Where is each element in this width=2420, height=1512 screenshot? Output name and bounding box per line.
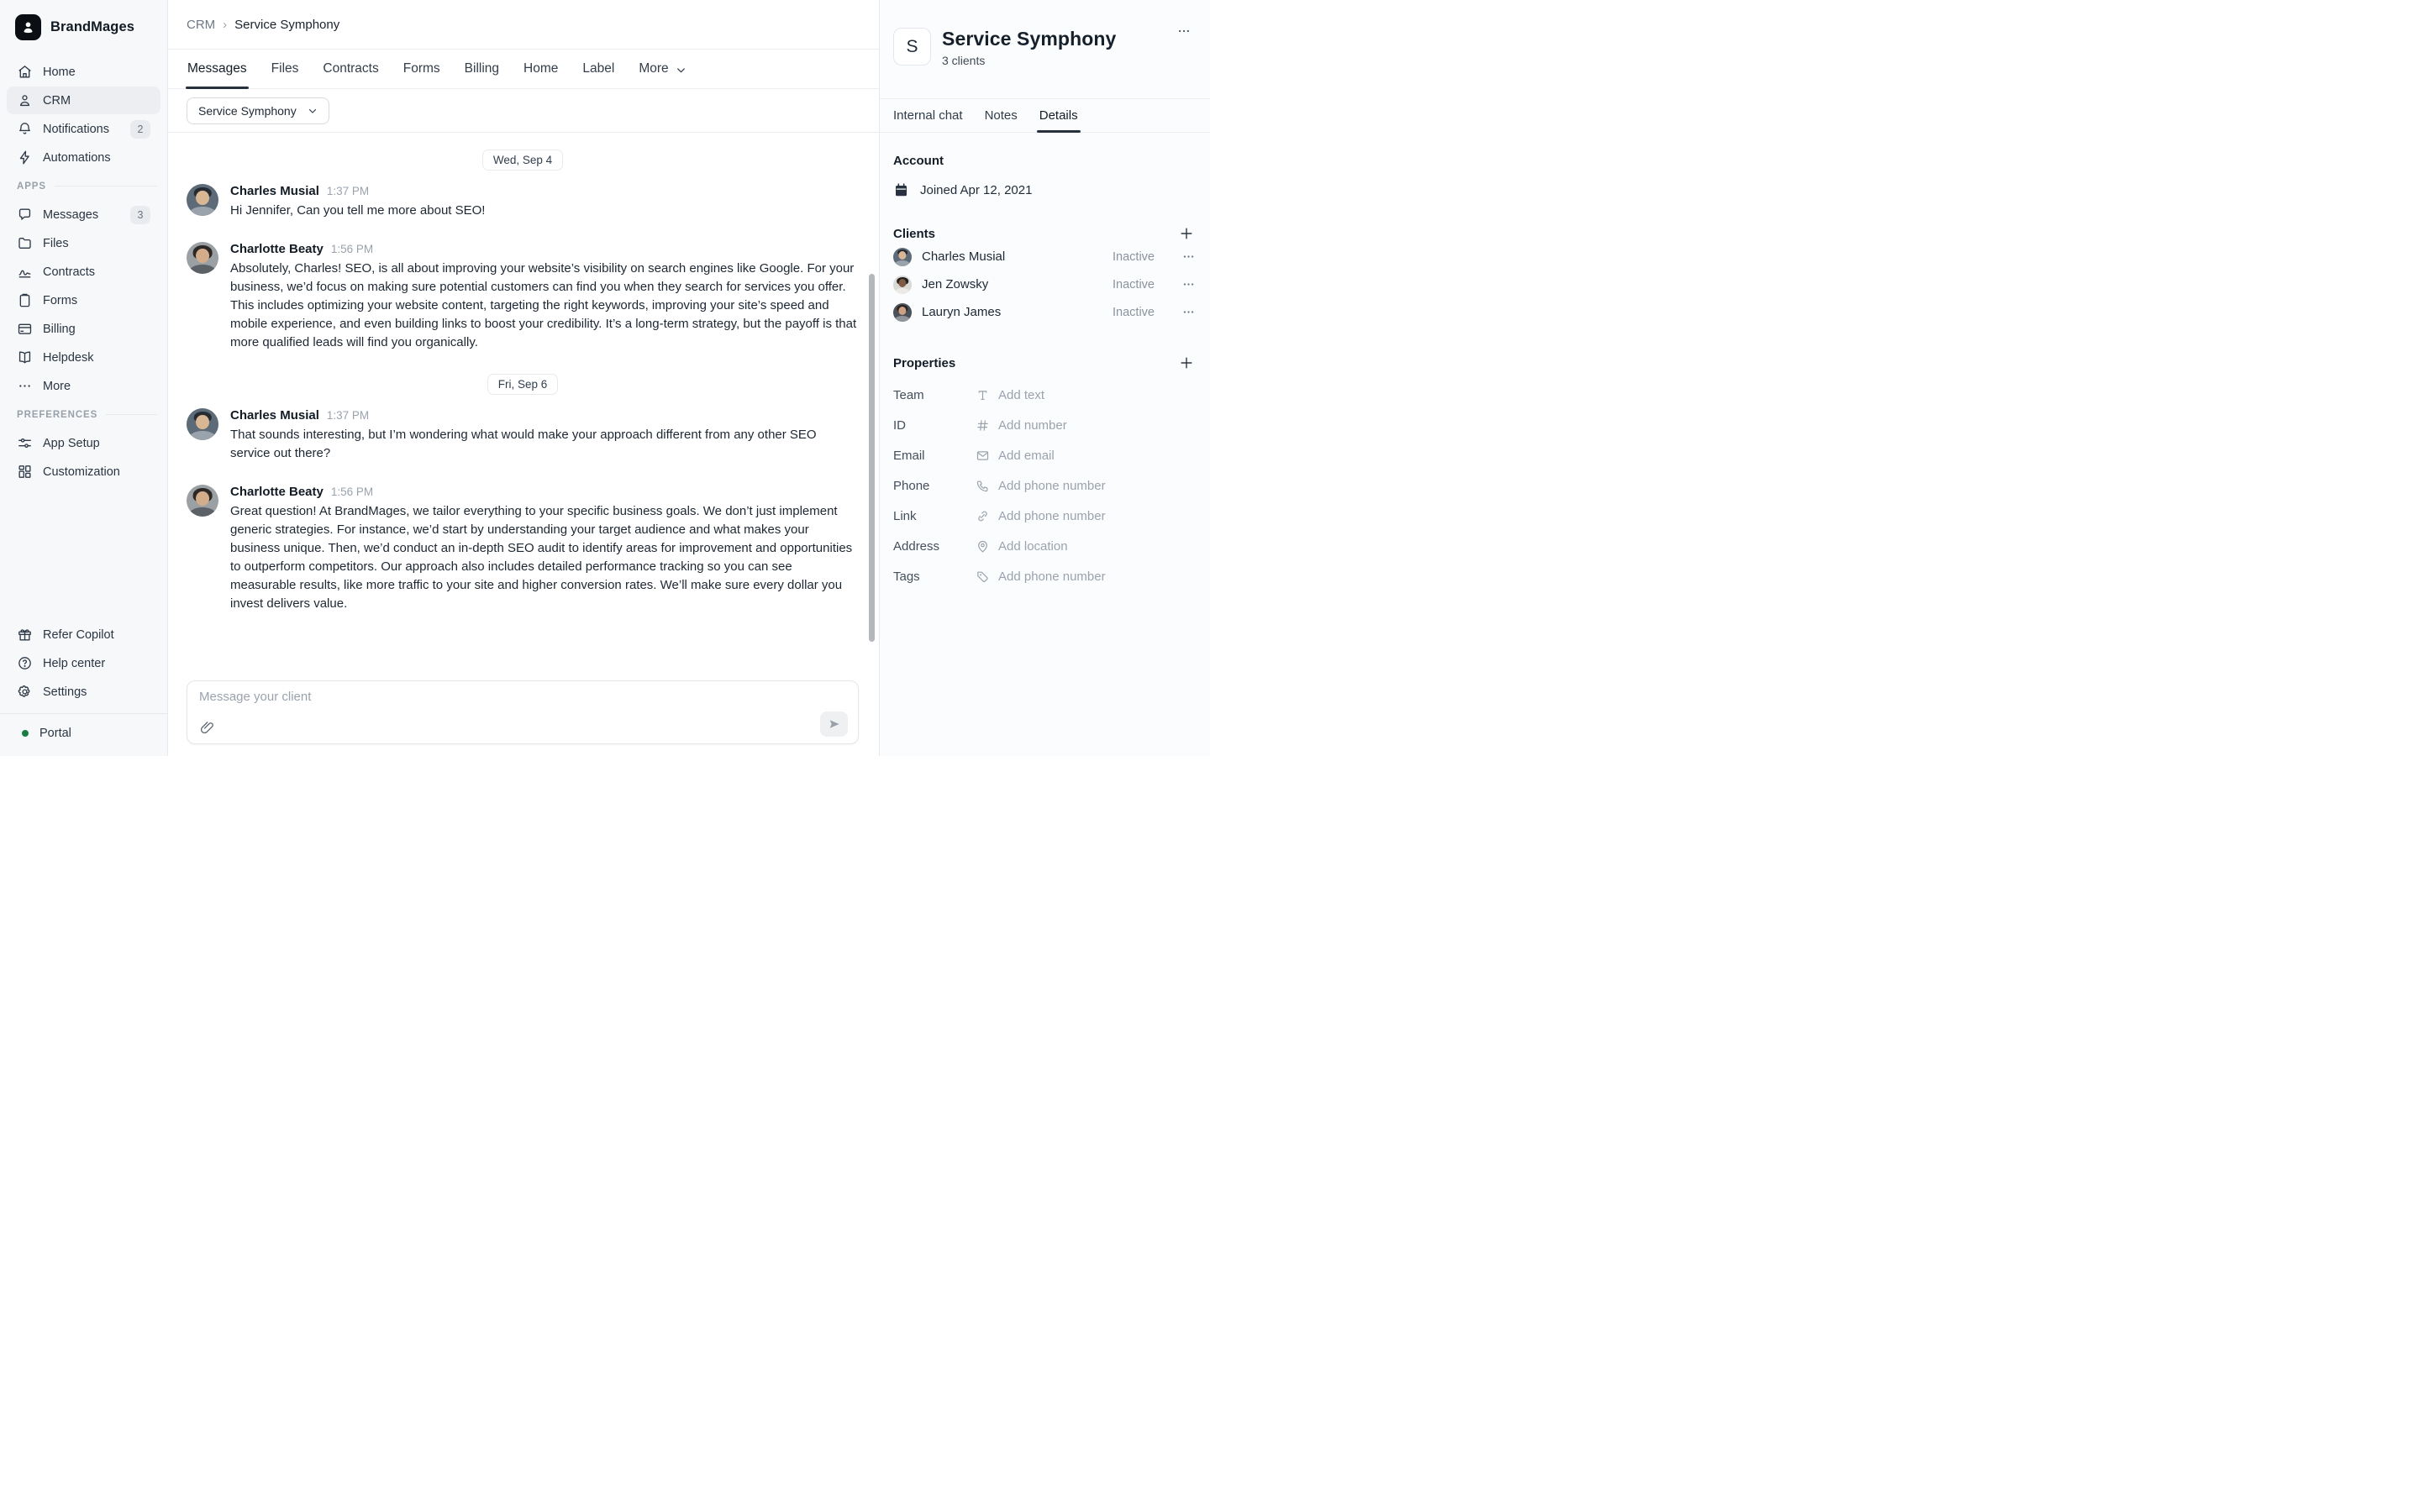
client-status: Inactive xyxy=(1113,249,1155,264)
messages-badge: 3 xyxy=(130,206,150,224)
sidebar-footer xyxy=(0,620,167,706)
bolt-icon xyxy=(17,150,33,165)
account-title: Service Symphony xyxy=(942,28,1117,50)
message-body xyxy=(230,408,859,463)
property-label: Email xyxy=(893,448,925,463)
property-label: Team xyxy=(893,387,924,402)
sidebar-item-helpdesk[interactable] xyxy=(7,344,160,371)
sidebar-item-label: Home xyxy=(43,65,76,79)
sidebar-section-apps xyxy=(17,172,160,200)
message-input[interactable] xyxy=(199,690,848,704)
sidebar-item-messages[interactable] xyxy=(7,201,160,228)
avatar xyxy=(187,485,218,517)
sidebar-item-more[interactable] xyxy=(7,372,160,400)
sidebar-item-settings[interactable] xyxy=(7,678,160,706)
attach-file-button[interactable] xyxy=(199,718,218,737)
message-body xyxy=(230,242,859,352)
ellipsis-icon xyxy=(1176,24,1192,39)
sidebar-item-label: App Setup xyxy=(43,436,100,450)
conversation-filter-dropdown[interactable] xyxy=(187,97,329,124)
avatar xyxy=(187,184,218,216)
tab-details[interactable]: Details xyxy=(1039,99,1078,132)
sidebar-item-home[interactable] xyxy=(7,58,160,86)
joined-date: Joined Apr 12, 2021 xyxy=(920,183,1033,197)
message-text: Great question! At BrandMages, we tailor everything to your specific business goals. We don’t just implement generic strategies. For instance, we’d start by understanding your target audience and what makes your business unique. Then, we’d conduct an in-depth SEO audit to identify areas for improvement and opportunities to outperform competitors. Our approach also includes detailed performance tracking so you can see measurable results, like more traffic to your site and higher conversion rates. We’ll make sure every dollar you invest delivers value. xyxy=(230,504,853,611)
date-separator xyxy=(187,374,859,395)
client-row[interactable] xyxy=(893,298,1197,326)
portal-status-dot xyxy=(22,730,29,737)
sidebar-item-label: Billing xyxy=(43,322,76,336)
chat-bubble-icon xyxy=(17,207,33,223)
filter-selected-value: Service Symphony xyxy=(198,103,297,118)
account-menu-button[interactable] xyxy=(1176,24,1195,39)
joined-date-row xyxy=(893,182,1197,198)
main-tabs xyxy=(168,49,879,89)
hash-icon xyxy=(976,418,990,433)
sidebar-item-billing[interactable] xyxy=(7,315,160,343)
breadcrumb-current: Service Symphony xyxy=(234,17,340,32)
account-section-heading xyxy=(893,154,1197,168)
avatar xyxy=(893,276,912,294)
sidebar-item-label: More xyxy=(43,379,71,393)
tab-forms[interactable]: Forms xyxy=(402,61,440,76)
sidebar-item-label: Customization xyxy=(43,465,120,479)
account-subtitle: 3 clients xyxy=(942,54,986,67)
mail-icon xyxy=(976,449,990,463)
property-label: Tags xyxy=(893,569,920,584)
app-window xyxy=(0,0,1210,756)
tab-internal-chat[interactable]: Internal chat xyxy=(893,108,963,123)
main-content xyxy=(168,0,879,756)
book-icon xyxy=(17,349,33,365)
property-label: Address xyxy=(893,538,940,554)
breadcrumb-separator: › xyxy=(223,17,228,32)
avatar xyxy=(187,242,218,274)
client-name: Jen Zowsky xyxy=(922,277,989,291)
message-body xyxy=(230,485,859,613)
section-title: Account xyxy=(893,154,944,168)
tab-more[interactable] xyxy=(639,50,687,88)
sidebar-section-preferences xyxy=(17,401,160,428)
message-author: Charlotte Beaty xyxy=(230,485,324,499)
sidebar-item-label: Refer Copilot xyxy=(43,627,114,642)
message-author: Charles Musial xyxy=(230,184,319,198)
tab-contracts[interactable]: Contracts xyxy=(323,61,379,76)
client-status: Inactive xyxy=(1113,305,1155,319)
folder-icon xyxy=(17,235,33,251)
sidebar-item-crm[interactable] xyxy=(7,87,160,114)
chat-message xyxy=(187,184,859,220)
ellipsis-icon xyxy=(1181,249,1196,264)
portal-label: Portal xyxy=(39,727,71,740)
property-add-value[interactable]: Add text xyxy=(998,387,1045,402)
sidebar-item-files[interactable] xyxy=(7,229,160,257)
sidebar-item-label: Forms xyxy=(43,293,78,307)
text-type-icon xyxy=(976,388,990,402)
link-icon xyxy=(976,509,990,523)
ellipsis-icon xyxy=(1181,277,1196,291)
breadcrumb xyxy=(168,0,879,49)
details-panel xyxy=(879,0,1210,756)
section-label: APPS xyxy=(17,181,46,192)
client-status: Inactive xyxy=(1113,277,1155,291)
sidebar-item-customization[interactable] xyxy=(7,458,160,486)
tab-home[interactable]: Home xyxy=(523,61,559,76)
client-name: Lauryn James xyxy=(922,305,1002,319)
brand-logo[interactable] xyxy=(0,0,167,42)
chat-thread xyxy=(168,133,879,680)
properties-section-heading xyxy=(893,354,1197,372)
section-title: Clients xyxy=(893,226,936,241)
ellipsis-icon xyxy=(17,378,33,394)
panel-tabs xyxy=(880,99,1210,133)
portal-link[interactable] xyxy=(0,719,167,748)
message-composer xyxy=(187,680,859,744)
section-label: PREFERENCES xyxy=(17,409,98,420)
gear-icon xyxy=(17,684,33,700)
layout-grid-icon xyxy=(17,464,33,480)
message-author: Charlotte Beaty xyxy=(230,242,324,256)
tab-label[interactable]: Label xyxy=(582,61,615,76)
panel-header xyxy=(880,0,1210,99)
property-row-team xyxy=(893,380,1197,410)
date-pill: Fri, Sep 6 xyxy=(487,374,559,395)
map-pin-icon xyxy=(976,539,990,554)
plus-icon xyxy=(1178,225,1195,242)
credit-card-icon xyxy=(17,321,33,337)
notifications-badge: 2 xyxy=(130,120,150,139)
paperclip-icon xyxy=(199,720,215,736)
tab-more-label: More xyxy=(639,61,669,76)
property-add-value[interactable]: Add email xyxy=(998,448,1055,463)
add-property-button[interactable] xyxy=(1178,354,1197,372)
crm-icon xyxy=(17,92,33,108)
sidebar-nav xyxy=(0,57,167,486)
avatar xyxy=(893,248,912,266)
client-menu-button[interactable] xyxy=(1181,305,1197,320)
property-add-value[interactable]: Add phone number xyxy=(998,478,1106,493)
sidebar-item-label: CRM xyxy=(43,93,71,108)
sidebar-item-label: Contracts xyxy=(43,265,96,279)
brand-logo-icon xyxy=(15,14,41,40)
home-icon xyxy=(17,64,33,80)
property-label: Link xyxy=(893,508,917,523)
property-label: Phone xyxy=(893,478,930,493)
chevron-down-icon xyxy=(675,64,687,76)
account-avatar xyxy=(893,28,931,66)
sidebar-item-help-center[interactable] xyxy=(7,649,160,677)
message-body xyxy=(230,184,485,220)
sidebar-item-label: Automations xyxy=(43,150,111,165)
message-time: 1:56 PM xyxy=(330,243,374,255)
avatar xyxy=(893,303,912,322)
avatar xyxy=(187,408,218,440)
sidebar-item-forms[interactable] xyxy=(7,286,160,314)
property-row-tags xyxy=(893,561,1197,591)
sidebar-item-refer-copilot[interactable] xyxy=(7,621,160,648)
message-time: 1:56 PM xyxy=(330,486,374,498)
message-text: Hi Jennifer, Can you tell me more about SEO! xyxy=(230,203,486,218)
property-row-phone xyxy=(893,470,1197,501)
property-row-address xyxy=(893,531,1197,561)
message-author: Charles Musial xyxy=(230,408,319,423)
send-message-button[interactable] xyxy=(820,711,848,737)
message-time: 1:37 PM xyxy=(326,409,370,422)
tab-files[interactable]: Files xyxy=(271,61,299,76)
sidebar-item-label: Notifications xyxy=(43,122,109,136)
chat-message xyxy=(187,408,859,463)
chevron-down-icon xyxy=(307,105,318,117)
sidebar-item-app-setup[interactable] xyxy=(7,429,160,457)
sidebar-item-notifications[interactable] xyxy=(7,115,160,143)
message-text: Absolutely, Charles! SEO, is all about improving your website’s visibility on search engines like Google. For your business, we’d focus on making sure potential customers can find you when they search for services you offer. This includes optimizing your website content, targeting the right keywords, improving your site’s speed and mobile experience, and even building links to boost your credibility. It’s a long-term strategy, but the payoff is that more qualified leads will find you organically. xyxy=(230,261,857,349)
property-label: ID xyxy=(893,417,906,433)
sidebar-item-label: Messages xyxy=(43,207,99,222)
property-row-email xyxy=(893,440,1197,470)
breadcrumb-crm[interactable]: CRM xyxy=(187,17,216,32)
tab-billing[interactable]: Billing xyxy=(464,61,500,76)
ellipsis-icon xyxy=(1181,305,1196,319)
sliders-icon xyxy=(17,435,33,451)
chat-scrollbar[interactable] xyxy=(869,274,875,642)
client-row[interactable] xyxy=(893,243,1197,270)
sidebar-item-contracts[interactable] xyxy=(7,258,160,286)
sidebar-item-automations[interactable] xyxy=(7,144,160,171)
property-add-value[interactable]: Add number xyxy=(998,417,1067,433)
account-avatar-letter: S xyxy=(906,36,918,56)
property-add-value[interactable]: Add location xyxy=(998,538,1068,554)
add-client-button[interactable] xyxy=(1178,224,1197,243)
date-separator xyxy=(187,150,859,171)
signature-icon xyxy=(17,264,33,280)
bell-icon xyxy=(17,121,33,137)
client-menu-button[interactable] xyxy=(1181,249,1197,265)
clients-section-heading xyxy=(893,224,1197,243)
gift-icon xyxy=(17,627,33,643)
calendar-icon xyxy=(893,182,909,198)
section-divider xyxy=(106,414,157,415)
client-menu-button[interactable] xyxy=(1181,277,1197,292)
message-text: That sounds interesting, but I’m wondering what would make your approach different from any other SEO service out there? xyxy=(230,428,817,460)
sidebar-bottom-divider xyxy=(0,713,167,714)
tag-icon xyxy=(976,570,990,584)
tab-notes[interactable]: Notes xyxy=(984,108,1018,123)
chat-message xyxy=(187,242,859,352)
client-row[interactable] xyxy=(893,270,1197,298)
property-row-id xyxy=(893,410,1197,440)
section-title: Properties xyxy=(893,355,956,370)
sidebar-item-label: Helpdesk xyxy=(43,350,94,365)
panel-body xyxy=(880,133,1210,756)
client-name: Charles Musial xyxy=(922,249,1006,264)
property-add-value[interactable]: Add phone number xyxy=(998,569,1106,584)
brand-name: BrandMages xyxy=(50,19,135,34)
plus-icon xyxy=(1178,354,1195,371)
phone-icon xyxy=(976,479,990,493)
sidebar xyxy=(0,0,168,756)
property-row-link xyxy=(893,501,1197,531)
chat-message xyxy=(187,485,859,613)
sidebar-spacer xyxy=(0,486,167,620)
conversation-filter-row xyxy=(168,89,879,133)
help-circle-icon xyxy=(17,655,33,671)
sidebar-item-label: Help center xyxy=(43,656,106,670)
properties-list xyxy=(893,380,1197,591)
tab-messages[interactable]: Messages xyxy=(187,50,247,88)
clipboard-icon xyxy=(17,292,33,308)
send-icon xyxy=(828,717,841,731)
property-add-value[interactable]: Add phone number xyxy=(998,508,1106,523)
date-pill: Wed, Sep 4 xyxy=(482,150,563,171)
sidebar-item-label: Files xyxy=(43,236,69,250)
message-time: 1:37 PM xyxy=(326,185,370,197)
sidebar-item-label: Settings xyxy=(43,685,87,699)
